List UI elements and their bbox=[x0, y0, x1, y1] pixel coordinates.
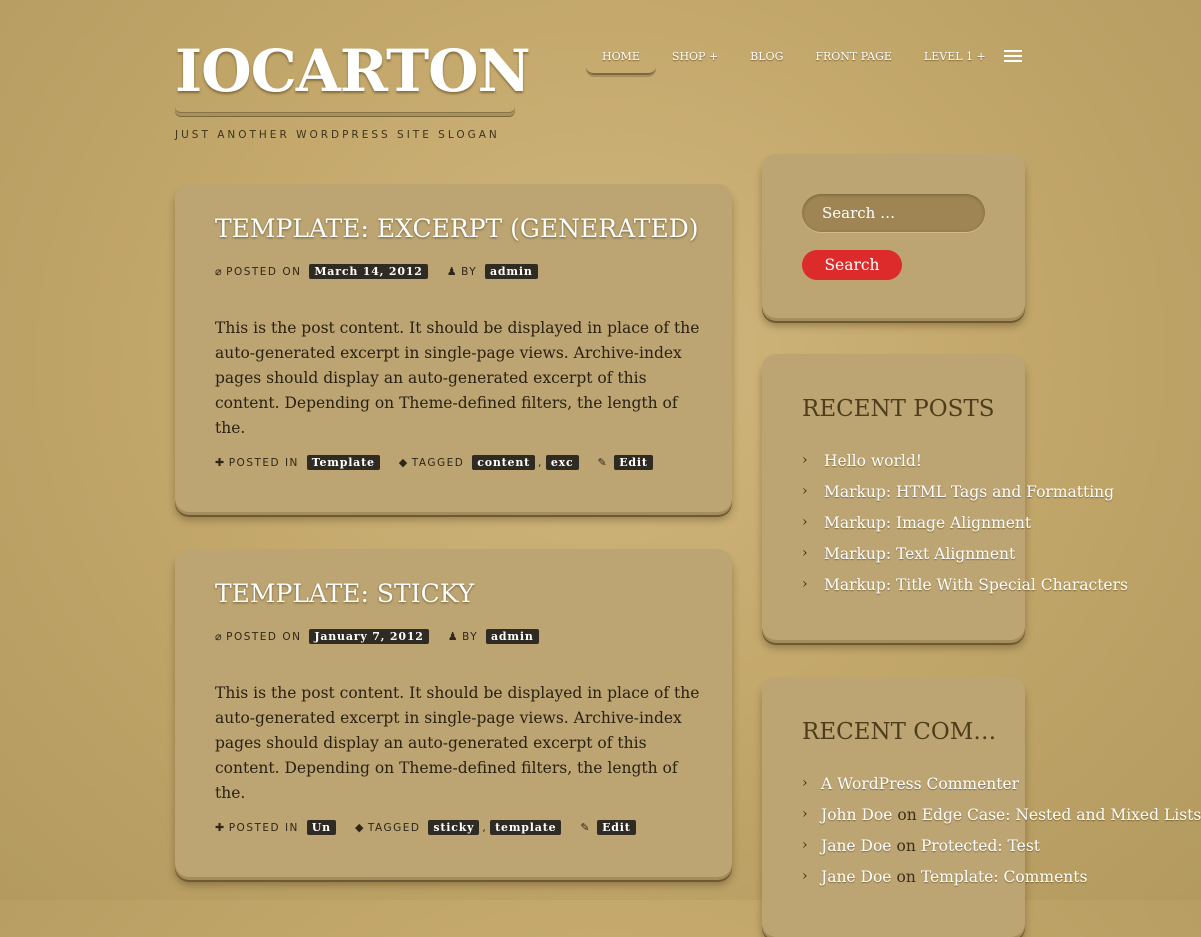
post-tag[interactable]: exc bbox=[546, 455, 579, 470]
post-title[interactable]: TEMPLATE: STICKY bbox=[215, 579, 475, 608]
search-button[interactable]: Search bbox=[802, 250, 902, 280]
by-label: BY bbox=[462, 630, 479, 643]
recent-post-link[interactable]: Hello world! bbox=[824, 452, 922, 470]
post-author[interactable]: admin bbox=[485, 264, 538, 279]
list-item bbox=[802, 775, 1020, 806]
on-label: on bbox=[896, 837, 916, 855]
comment-author[interactable]: Jane Doe bbox=[821, 837, 892, 855]
author-icon: ♟ bbox=[447, 630, 460, 643]
post-tag[interactable]: content bbox=[472, 455, 535, 470]
pin-icon: ✚ bbox=[215, 456, 226, 469]
pin-icon: ✚ bbox=[215, 821, 226, 834]
comment-author[interactable]: John Doe bbox=[821, 806, 893, 824]
tag-icon: ◆ bbox=[354, 821, 365, 834]
list-item bbox=[802, 452, 992, 483]
post-excerpt: This is the post content. It should be displayed in place of the auto-generated excerpt in single-page views. Archive-index pages should display an auto-generated excerpt of this content. Depending on Theme-defined filters, the length of the. bbox=[215, 684, 700, 802]
author-icon: ♟ bbox=[446, 265, 459, 278]
list-item bbox=[802, 514, 1032, 545]
comment-post-link[interactable]: Protected: Test bbox=[920, 837, 1041, 855]
post-meta bbox=[215, 264, 541, 279]
recent-post-link[interactable]: Markup: Image Alignment bbox=[824, 514, 1032, 532]
post-author[interactable]: admin bbox=[486, 629, 539, 644]
pencil-icon: ✎ bbox=[597, 456, 609, 469]
chevron-right-icon: › bbox=[802, 452, 808, 468]
post-meta bbox=[215, 629, 542, 644]
list-item bbox=[802, 576, 1128, 607]
chevron-right-icon: › bbox=[802, 545, 808, 561]
on-label: on bbox=[897, 806, 917, 824]
widget-title: RECENT COM… bbox=[802, 719, 997, 745]
post-date[interactable]: January 7, 2012 bbox=[309, 629, 428, 644]
widget-title: RECENT POSTS bbox=[802, 396, 995, 422]
post-category[interactable]: Template bbox=[307, 455, 380, 470]
site-slogan: JUST ANOTHER WORDPRESS SITE SLOGAN bbox=[175, 129, 500, 141]
nav-item-shop[interactable]: SHOP + bbox=[671, 50, 719, 63]
post-footer-meta: ✚ POSTED IN Un ◆ TAGGED sticky , template ✎ Edit bbox=[215, 820, 639, 835]
search-input[interactable] bbox=[802, 194, 985, 232]
search-widget bbox=[762, 154, 1025, 318]
list-item bbox=[802, 868, 1088, 899]
chevron-right-icon: › bbox=[802, 775, 808, 791]
by-label: BY bbox=[461, 265, 478, 278]
chevron-right-icon: › bbox=[802, 868, 808, 884]
edit-link[interactable]: Edit bbox=[597, 820, 636, 835]
recent-post-link[interactable]: Markup: HTML Tags and Formatting bbox=[824, 483, 1115, 501]
recent-posts-list bbox=[802, 452, 1128, 607]
comment-author[interactable]: A WordPress Commenter bbox=[821, 775, 1020, 793]
recent-posts-widget bbox=[762, 354, 1128, 640]
post-category[interactable]: Un bbox=[307, 820, 336, 835]
tag-icon: ◆ bbox=[398, 456, 409, 469]
pencil-icon: ✎ bbox=[580, 821, 592, 834]
post-date[interactable]: March 14, 2012 bbox=[309, 264, 427, 279]
posted-on-label: POSTED ON bbox=[226, 265, 302, 278]
posted-in-label: POSTED IN bbox=[228, 456, 299, 469]
posted-in-label: POSTED IN bbox=[228, 821, 299, 834]
list-item bbox=[802, 545, 1016, 576]
comment-author[interactable]: Jane Doe bbox=[821, 868, 892, 886]
chevron-right-icon: › bbox=[802, 837, 808, 853]
on-label: on bbox=[896, 868, 916, 886]
post-tag[interactable]: sticky bbox=[428, 820, 479, 835]
paperclip-icon: ⌀ bbox=[215, 265, 224, 278]
chevron-right-icon: › bbox=[802, 806, 808, 822]
post-footer-meta: ✚ POSTED IN Template ◆ TAGGED content , exc ✎ Edit bbox=[215, 455, 656, 470]
recent-comments-list bbox=[802, 775, 1201, 899]
tagged-label: TAGGED bbox=[367, 821, 421, 834]
recent-post-link[interactable]: Markup: Title With Special Characters bbox=[824, 576, 1128, 594]
main-navigation bbox=[586, 44, 1002, 74]
site-title[interactable]: IOCARTON bbox=[175, 38, 515, 113]
recent-post-link[interactable]: Markup: Text Alignment bbox=[824, 545, 1016, 563]
nav-item-blog[interactable]: BLOG bbox=[750, 50, 784, 63]
comment-post-link[interactable]: Template: Comments bbox=[920, 868, 1088, 886]
hamburger-menu-icon[interactable] bbox=[1004, 50, 1022, 65]
list-item bbox=[802, 837, 1041, 868]
post-card bbox=[175, 549, 732, 877]
chevron-right-icon: › bbox=[802, 483, 808, 499]
post-tag[interactable]: template bbox=[490, 820, 561, 835]
nav-item-level-1[interactable]: LEVEL 1 + bbox=[923, 50, 986, 63]
post-title[interactable]: TEMPLATE: EXCERPT (GENERATED) bbox=[215, 214, 699, 243]
post-excerpt: This is the post content. It should be displayed in place of the auto-generated excerpt in single-page views. Archive-index pages should display an auto-generated excerpt of this content. Depending on Theme-defined filters, the length of the. bbox=[215, 319, 700, 437]
list-item bbox=[802, 483, 1115, 514]
chevron-right-icon: › bbox=[802, 576, 808, 592]
recent-comments-widget bbox=[762, 677, 1201, 937]
chevron-right-icon: › bbox=[802, 514, 808, 530]
nav-item-front-page[interactable]: FRONT PAGE bbox=[815, 50, 892, 63]
posted-on-label: POSTED ON bbox=[226, 630, 302, 643]
list-item bbox=[802, 806, 1201, 837]
post-card bbox=[175, 184, 732, 512]
comment-post-link[interactable]: Edge Case: Nested and Mixed Lists bbox=[921, 806, 1201, 824]
paperclip-icon: ⌀ bbox=[215, 630, 224, 643]
nav-item-home[interactable]: HOME bbox=[586, 44, 656, 75]
edit-link[interactable]: Edit bbox=[614, 455, 653, 470]
tagged-label: TAGGED bbox=[411, 456, 465, 469]
